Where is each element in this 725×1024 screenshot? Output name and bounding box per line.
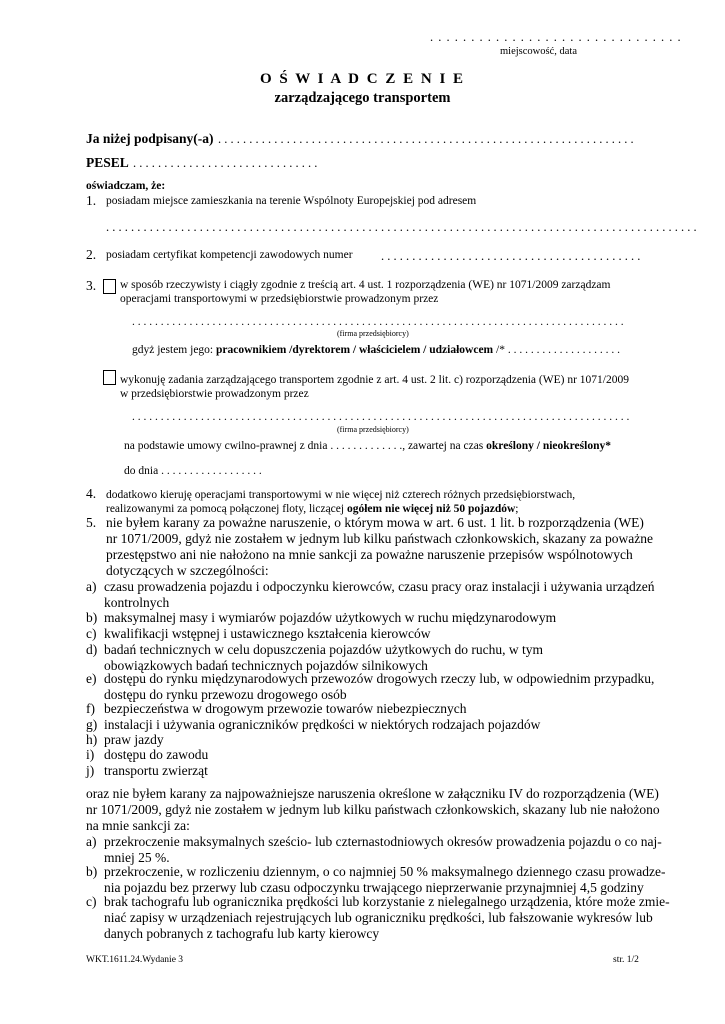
list-item-label: h) [86, 732, 98, 747]
list-item-text: bezpieczeństwa w drogowym przewozie towarów niebezpiecznych [104, 701, 467, 716]
list-item-text: dostępu do rynku międzynarodowych przewozów drogowych rzeczy lub, w odpowiednim przypadku, [104, 671, 655, 686]
item3a-text-line1: w sposób rzeczywisty i ciągły zgodnie z treścią art. 4 ust. 1 rozporządzenia (WE) nr 1071/2009 zarządzam [120, 279, 611, 291]
list-item-label: e) [86, 671, 97, 686]
item4-line2 [106, 503, 519, 515]
item1-text: posiadam miejsce zamieszkania na terenie Wspólnoty Europejskiej pod adresem [106, 195, 477, 207]
item3a-firm-caption: (firma przedsiębiorcy) [337, 329, 409, 338]
item3b-contract-line [124, 440, 611, 452]
item3a-role-dots[interactable]: . . . . . . . . . . . . . . . . . . . . [507, 344, 620, 356]
list-item-text: przekroczenie maksymalnych sześcio- lub czternastodniowych okresów prowadzenia pojazdu o co naj- [104, 834, 662, 849]
item3a-role-suffix: /* [496, 344, 505, 356]
page-number: str. 1/2 [613, 955, 639, 965]
item5-line4: dotyczących w szczególności: [106, 563, 269, 578]
list-item-text: praw jazdy [104, 732, 164, 747]
list-item-label: i) [86, 747, 95, 762]
list-item-text: danych pobranych z tachografu lub karty kierowcy [104, 926, 380, 941]
item3b-text-line1: wykonuję zadania zarządzającego transportem zgodnie z art. 4 ust. 2 lit. c) rozporządzenia (WE) nr 1071/2009 [120, 374, 629, 386]
item5-line3: przestępstwo ani nie nałożono na mnie sankcji za poważne naruszenie przepisów wspólnotowych [106, 547, 633, 562]
item4-line2-suffix: ; [515, 503, 519, 515]
item3b-until-label: do dnia [124, 465, 159, 477]
list-item-label: b) [86, 864, 98, 879]
list-item-label: j) [86, 763, 95, 778]
list-item-label: c) [86, 894, 97, 909]
item3b-firm-caption: (firma przedsiębiorcy) [337, 425, 409, 434]
pesel-field-dots[interactable]: . . . . . . . . . . . . . . . . . . . . . . . . . . . . . . [133, 156, 318, 170]
item3a-role-line [132, 344, 620, 356]
list-item-text: obowiązkowych badań technicznych pojazdów silnikowych [104, 658, 428, 673]
item3a-text-line2: operacjami transportowymi w przedsiębiorstwie prowadzonym przez [120, 293, 439, 305]
list-item-text: brak tachografu lub ogranicznika prędkości lub korzystanie z nielegalnego urządzenia, które może zmie- [104, 894, 670, 909]
list-item-text: mniej 25 %. [104, 850, 170, 865]
list-item-label: c) [86, 626, 97, 641]
item4-number: 4. [86, 486, 97, 501]
list-item-text: dostępu do rynku przewozu drogowego osób [104, 687, 347, 702]
item2-text: posiadam certyfikat kompetencji zawodowych numer [106, 249, 353, 261]
declaration-intro: oświadczam, że: [86, 180, 166, 192]
document-id: WKT.1611.24.Wydanie 3 [86, 955, 184, 965]
list-item-text: kwalifikacji wstępnej i ustawicznego kształcenia kierowców [104, 626, 431, 641]
list-item-label: a) [86, 834, 97, 849]
list-item-text: maksymalnej masy i wymiarów pojazdów użytkowych w ruchu międzynarodowym [104, 610, 557, 625]
list-item-label: b) [86, 610, 98, 625]
item2-certificate-dots[interactable]: . . . . . . . . . . . . . . . . . . . . . . . . . . . . . . . . . . . . . . . . . . [381, 249, 641, 263]
list-item-text: nia pojazdu bez przerwy lub czasu odpoczynku trwającego nieprzerwanie przynajmniej 4,5 godziny [104, 880, 644, 895]
item2-number: 2. [86, 247, 97, 262]
document-subtitle: zarządzającego transportem [274, 90, 451, 106]
list-item-text: niać zapisy w urządzeniach rejestrujących lub ograniczniku prędkości, lub fałszowanie wykresów lub [104, 910, 653, 925]
list-item-label: g) [86, 717, 98, 732]
list-item-text: badań technicznych w celu dopuszczenia pojazdów użytkowych do ruchu, w tym [104, 642, 543, 657]
option-3b-checkbox[interactable] [103, 370, 116, 385]
para2-line3: na mnie sankcji za: [86, 818, 190, 833]
name-label: Ja niżej podpisany(-a) [86, 131, 214, 146]
item3b-contract-options[interactable]: określony / nieokreślony* [486, 440, 611, 452]
date-field-dots[interactable]: . . . . . . . . . . . . . . . . . . . . . . . . . . . . . . . [430, 30, 682, 44]
list-item-text: przekroczenie, w rozliczeniu dziennym, o co najmniej 50 % maksymalnego dziennego czasu prowadze- [104, 864, 666, 879]
item3b-contract-prefix: na podstawie umowy cwilno-prawnej z dnia [124, 440, 328, 452]
item3a-firm-dots[interactable]: . . . . . . . . . . . . . . . . . . . . . . . . . . . . . . . . . . . . . . . . . . . . . . . . . . . . . . . . . . . . . . . . . . . . . . . . . . . . . . . . . . . . . . [132, 316, 624, 328]
item5-number: 5. [86, 515, 97, 530]
item3b-until-dots[interactable]: . . . . . . . . . . . . . . . . . . [161, 465, 262, 477]
item3b-text-line2: w przedsiębiorstwie prowadzonym przez [120, 388, 309, 400]
item5-line2: nr 1071/2009, gdyż nie zostałem w jednym lub kilku państwach członkowskich, skazany za poważne [106, 531, 653, 546]
date-field-label: miejscowość, data [500, 46, 577, 57]
item4-line1: dodatkowo kieruję operacjami transportowymi w nie więcej niż czterech różnych przedsiębiorstwach, [106, 489, 576, 501]
item4-line2-prefix: realizowanymi za pomocą połączonej floty, liczącej [106, 503, 345, 515]
item1-number: 1. [86, 193, 97, 208]
item3b-contract-date-dots[interactable]: . . . . . . . . . . . . . [330, 440, 403, 452]
para2-line1: oraz nie byłem karany za najpoważniejsze naruszenia określone w załączniku IV do rozporządzenia (WE) [86, 786, 659, 801]
item3b-firm-dots[interactable]: . . . . . . . . . . . . . . . . . . . . . . . . . . . . . . . . . . . . . . . . . . . . . . . . . . . . . . . . . . . . . . . . . . . . . . . . . . . . . . . . . . . . . . . [132, 411, 630, 423]
list-item-text: czasu prowadzenia pojazdu i odpoczynku kierowców, czasu pracy oraz instalacji i używania urządzeń [104, 579, 655, 594]
list-item-text: instalacji i używania ograniczników prędkości w niektórych rodzajach pojazdów [104, 717, 541, 732]
item4-line2-bold: ogółem nie więcej niż 50 pojazdów [346, 503, 516, 515]
list-item-text: kontrolnych [104, 595, 170, 610]
item3a-role-options[interactable]: pracownikiem /dyrektorem / właścicielem / udziałowcem [216, 344, 494, 356]
list-item-text: dostępu do zawodu [104, 747, 209, 762]
item3b-contract-mid: , zawartej na czas [402, 440, 484, 452]
item3-number: 3. [86, 278, 97, 293]
list-item-label: d) [86, 642, 98, 657]
option-3a-checkbox[interactable] [103, 279, 116, 294]
item3a-role-prefix: gdyż jestem jego: [132, 344, 214, 356]
item1-address-dots[interactable]: . . . . . . . . . . . . . . . . . . . . . . . . . . . . . . . . . . . . . . . . . . . . . . . . . . . . . . . . . . . . . . . . . . . . . . . . . . . . . . . . . . . . . . . . . . . . . . . [106, 220, 697, 234]
list-item-label: f) [86, 701, 95, 716]
document-title: O Ś W I A D C Z E N I E [259, 71, 466, 87]
item3b-until-line [124, 465, 262, 477]
list-item-label: a) [86, 579, 97, 594]
list-item-text: transportu zwierząt [104, 763, 208, 778]
para2-line2: nr 1071/2009, gdyż nie zostałem w jednym lub kilku państwach członkowskich, skazany lub nie nałożono [86, 802, 660, 817]
pesel-label: PESEL [86, 155, 129, 170]
item5-line1: nie byłem karany za poważne naruszenie, o którym mowa w art. 6 ust. 1 lit. b rozporządzenia (WE) [106, 515, 644, 530]
name-field-dots[interactable]: . . . . . . . . . . . . . . . . . . . . . . . . . . . . . . . . . . . . . . . . . . . . . . . . . . . . . . . . . . . . . . . . . . . [218, 132, 634, 146]
